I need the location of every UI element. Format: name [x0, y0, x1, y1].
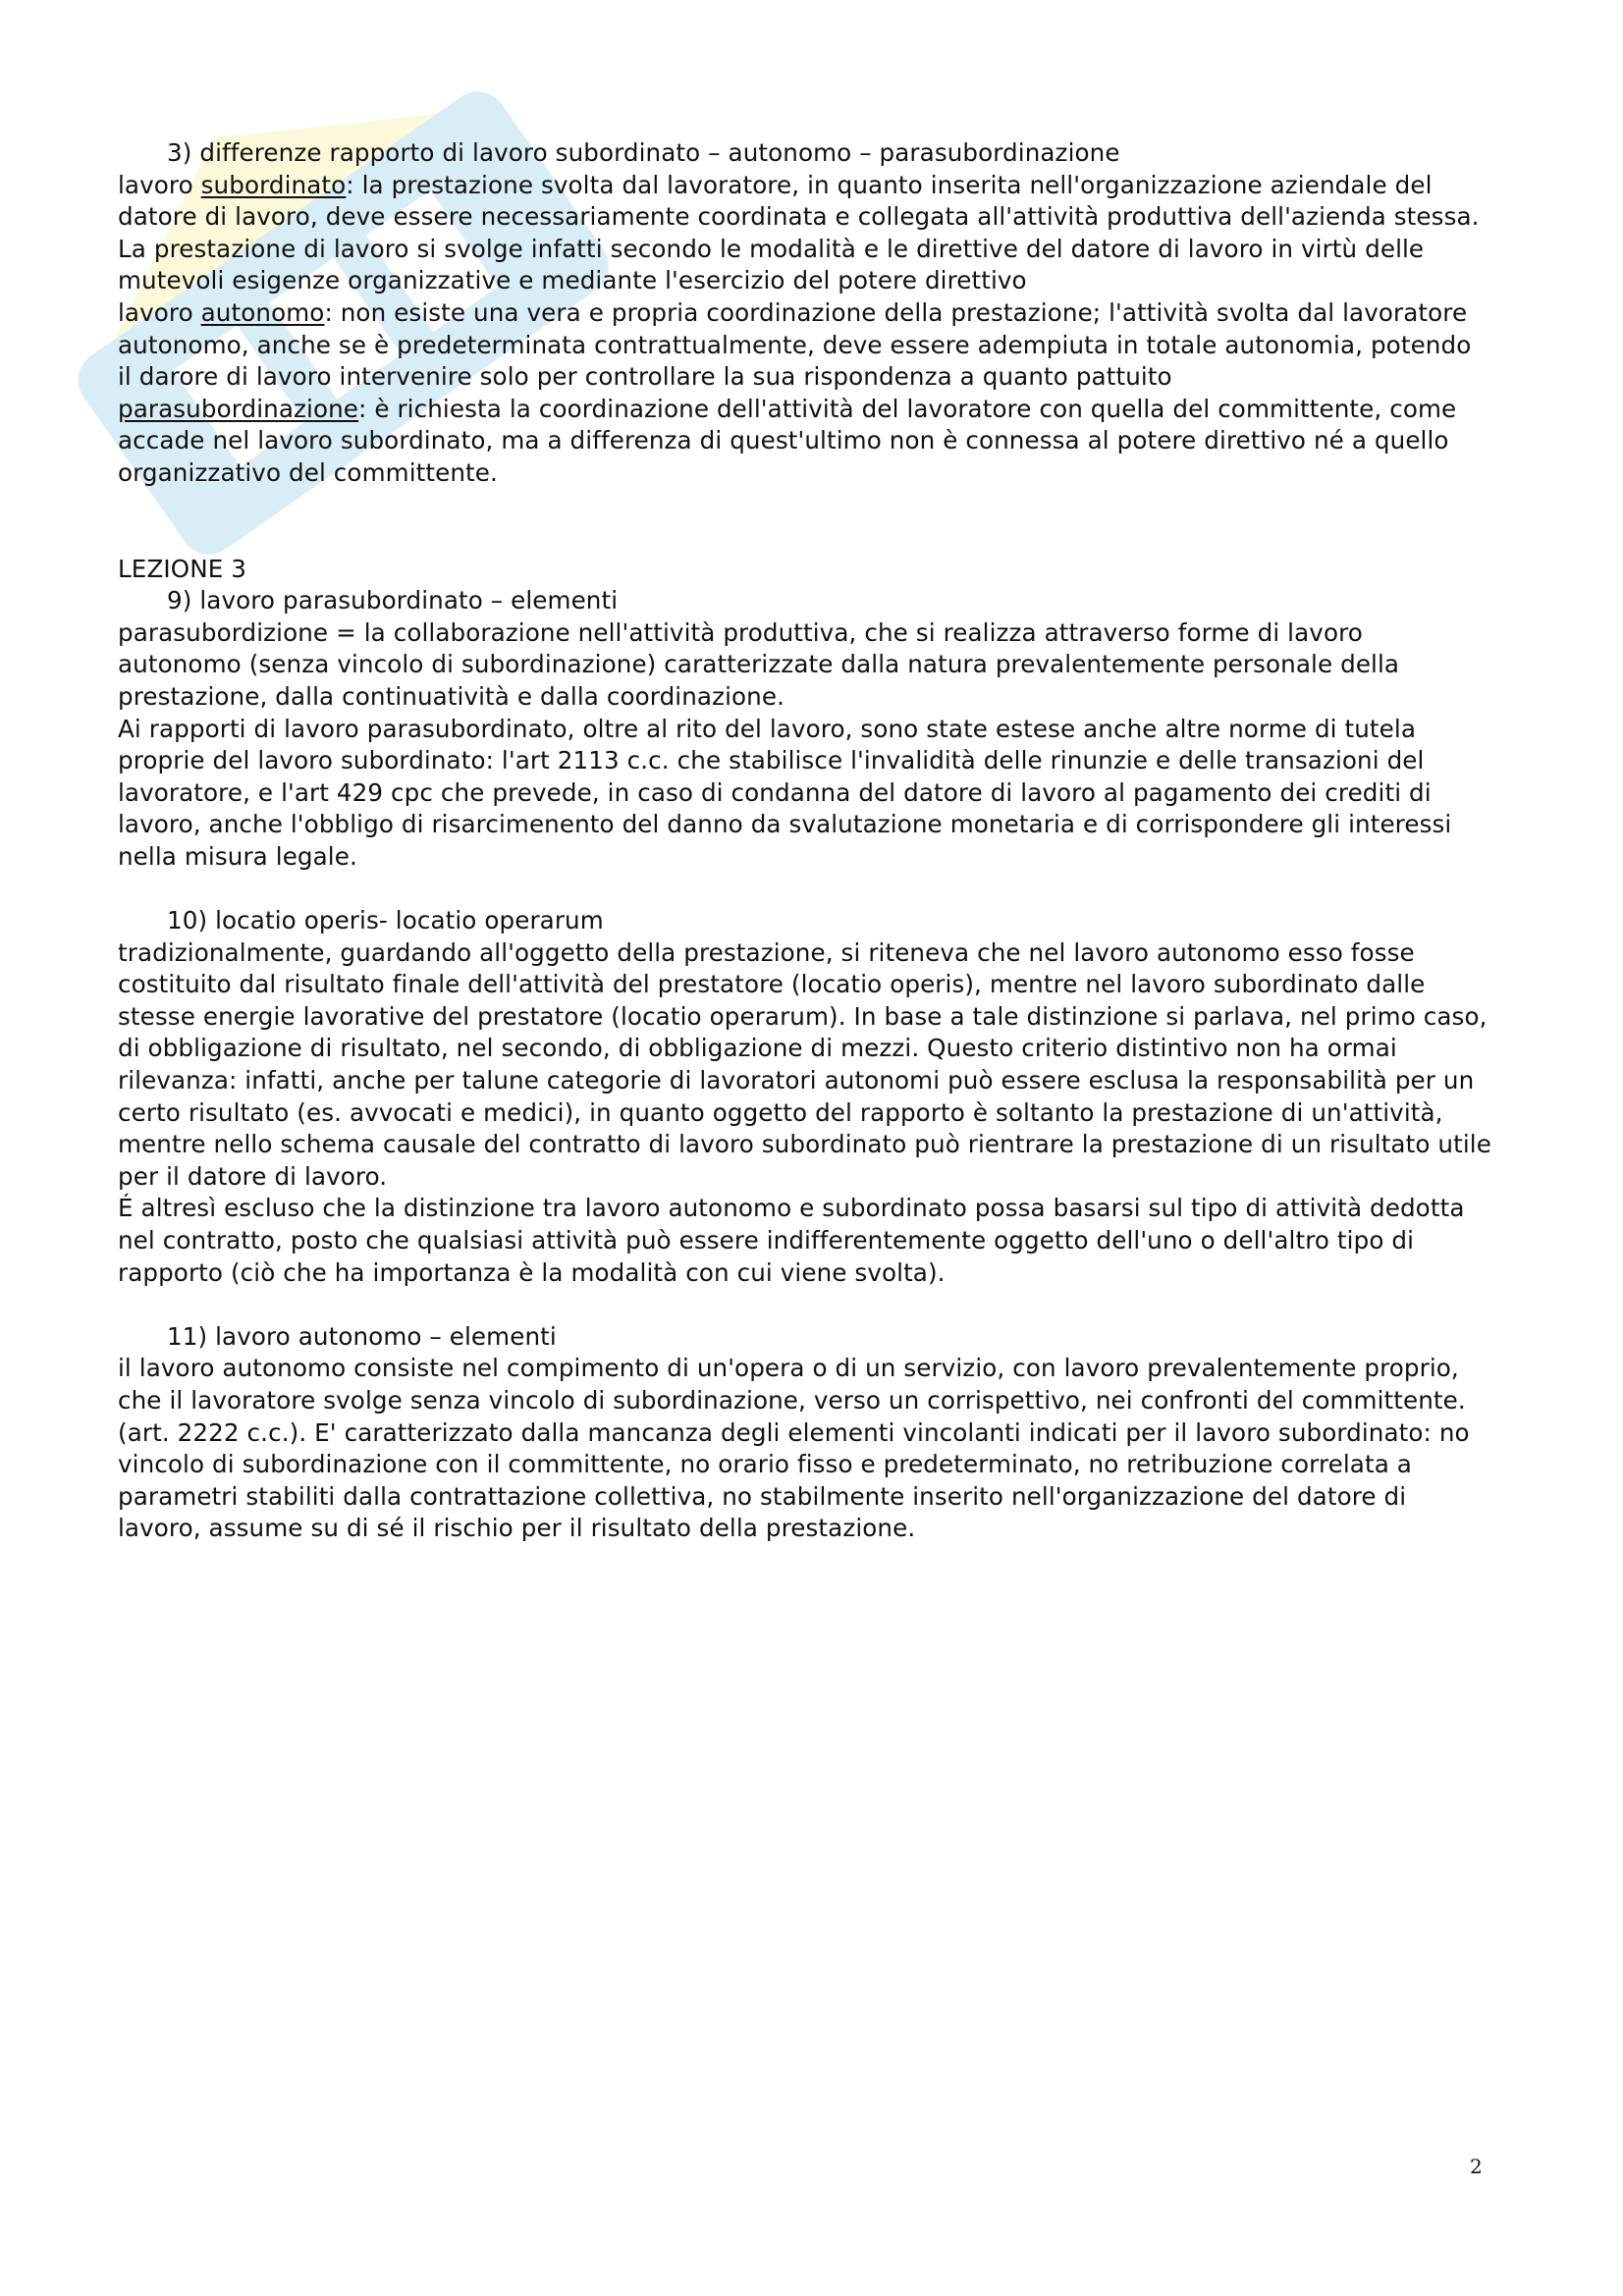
section-3-autonomo: [118, 297, 1492, 394]
section-3-heading: 3) differenze rapporto di lavoro subordinato – autonomo – parasubordinazione: [167, 138, 1120, 167]
section-3-subordinato: [118, 170, 1492, 297]
subordinato-text: : la prestazione svolta dal lavoratore, in quanto inserita nell'organizzazione aziendale del datore di lavoro, deve essere necessariamente coordinata e collegata all'attività produttiva dell'azienda stessa. La prestazione di lavoro si svolge infatti secondo le modalità e le direttive del datore di lavoro in virtù delle mutevoli esigenze organizzative e mediante l'esercizio del potere direttivo: [118, 170, 1480, 295]
document-body: [118, 137, 1492, 1545]
autonomo-prefix: lavoro: [118, 297, 201, 327]
section-9-paragraph-1: parasubordizione = la collaborazione nell'attività produttiva, che si realizza attraverso forme di lavoro autonomo (senza vincolo di subordinazione) caratterizzate dalla natura prevalentemente personale della prestazione, dalla continuatività e dalla coordinazione.: [118, 617, 1400, 711]
subordinato-term: subordinato: [200, 170, 347, 199]
parasubordinazione-text: : è richiesta la coordinazione dell'attività del lavoratore con quella del committente, come accade nel lavoro subordinato, ma a differenza di quest'ultimo non è connessa al potere direttivo né a quello organizzativo del committente.: [118, 394, 1457, 487]
subordinato-prefix: lavoro: [118, 170, 201, 199]
section-11-heading: 11) lavoro autonomo – elementi: [167, 1321, 557, 1351]
autonomo-text: : non esiste una vera e propria coordinazione della prestazione; l'attività svolta dal lavoratore autonomo, anche se è predeterminata contrattualmente, deve essere adempiuta in totale autonomia, potendo il darore di lavoro intervenire solo per controllare la sua rispondenza a quanto pattuito: [118, 297, 1472, 392]
section-9-heading: 9) lavoro parasubordinato – elementi: [167, 586, 619, 615]
section-9-paragraph-2: Ai rapporti di lavoro parasubordinato, oltre al rito del lavoro, sono state estese anche altre norme di tutela proprie del lavoro subordinato: l'art 2113 c.c. che stabilisce l'invalidità delle rinunzie e delle transazioni del lavoratore, e l'art 429 cpc che prevede, in caso di condanna del datore di lavoro al pagamento dei crediti di lavoro, anche l'obbligo di risarcimenento del danno da svalutazione monetaria e di corrispondere gli interessi nella misura legale.: [118, 714, 1452, 871]
parasubordinazione-term: parasubordinazione: [118, 394, 359, 423]
section-3-parasubordinazione: [118, 394, 1492, 490]
section-10-paragraph-1: tradizionalmente, guardando all'oggetto della prestazione, si riteneva che nel lavoro autonomo esso fosse costituito dal risultato finale dell'attività del prestatore (locatio operis), mentre nel lavoro subordinato dalle stesse energie lavorative del prestatore (locatio operarum). In base a tale distinzione si parlava, nel primo caso, di obbligazione di risultato, nel secondo, di obbligazione di mezzi. Questo criterio distintivo non ha ormai rilevanza: infatti, anche per talune categorie di lavoratori autonomi può essere esclusa la responsabilità per un certo risultato (es. avvocati e medici), in quanto oggetto del rapporto è soltanto la prestazione di un'attività, mentre nello schema causale del contratto di lavoro subordinato può rientrare la prestazione di un risultato utile per il datore di lavoro.: [118, 937, 1491, 1191]
lesson-title: LEZIONE 3: [118, 554, 247, 583]
section-10-heading: 10) locatio operis- locatio operarum: [167, 906, 604, 935]
section-11-paragraph-1: il lavoro autonomo consiste nel compimento di un'opera o di un servizio, con lavoro prevalentemente proprio, che il lavoratore svolge senza vincolo di subordinazione, verso un corrispettivo, nei confronti del committente. (art. 2222 c.c.). E' caratterizzato dalla mancanza degli elementi vincolanti indicati per il lavoro subordinato: no vincolo di subordinazione con il committente, no orario fisso e predeterminato, no retribuzione correlata a parametri stabiliti dalla contrattazione collettiva, no stabilmente inserito nell'organizzazione del datore di lavoro, assume su di sé il rischio per il risultato della prestazione.: [118, 1354, 1470, 1543]
page-number: 2: [1470, 2155, 1483, 2178]
section-10-paragraph-2: É altresì escluso che la distinzione tra lavoro autonomo e subordinato possa basarsi sul tipo di attività dedotta nel contratto, posto che qualsiasi attività può essere indifferentemente oggetto dell'uno o dell'altro tipo di rapporto (ciò che ha importanza è la modalità con cui viene svolta).: [118, 1194, 1465, 1287]
autonomo-term: autonomo: [200, 297, 325, 327]
